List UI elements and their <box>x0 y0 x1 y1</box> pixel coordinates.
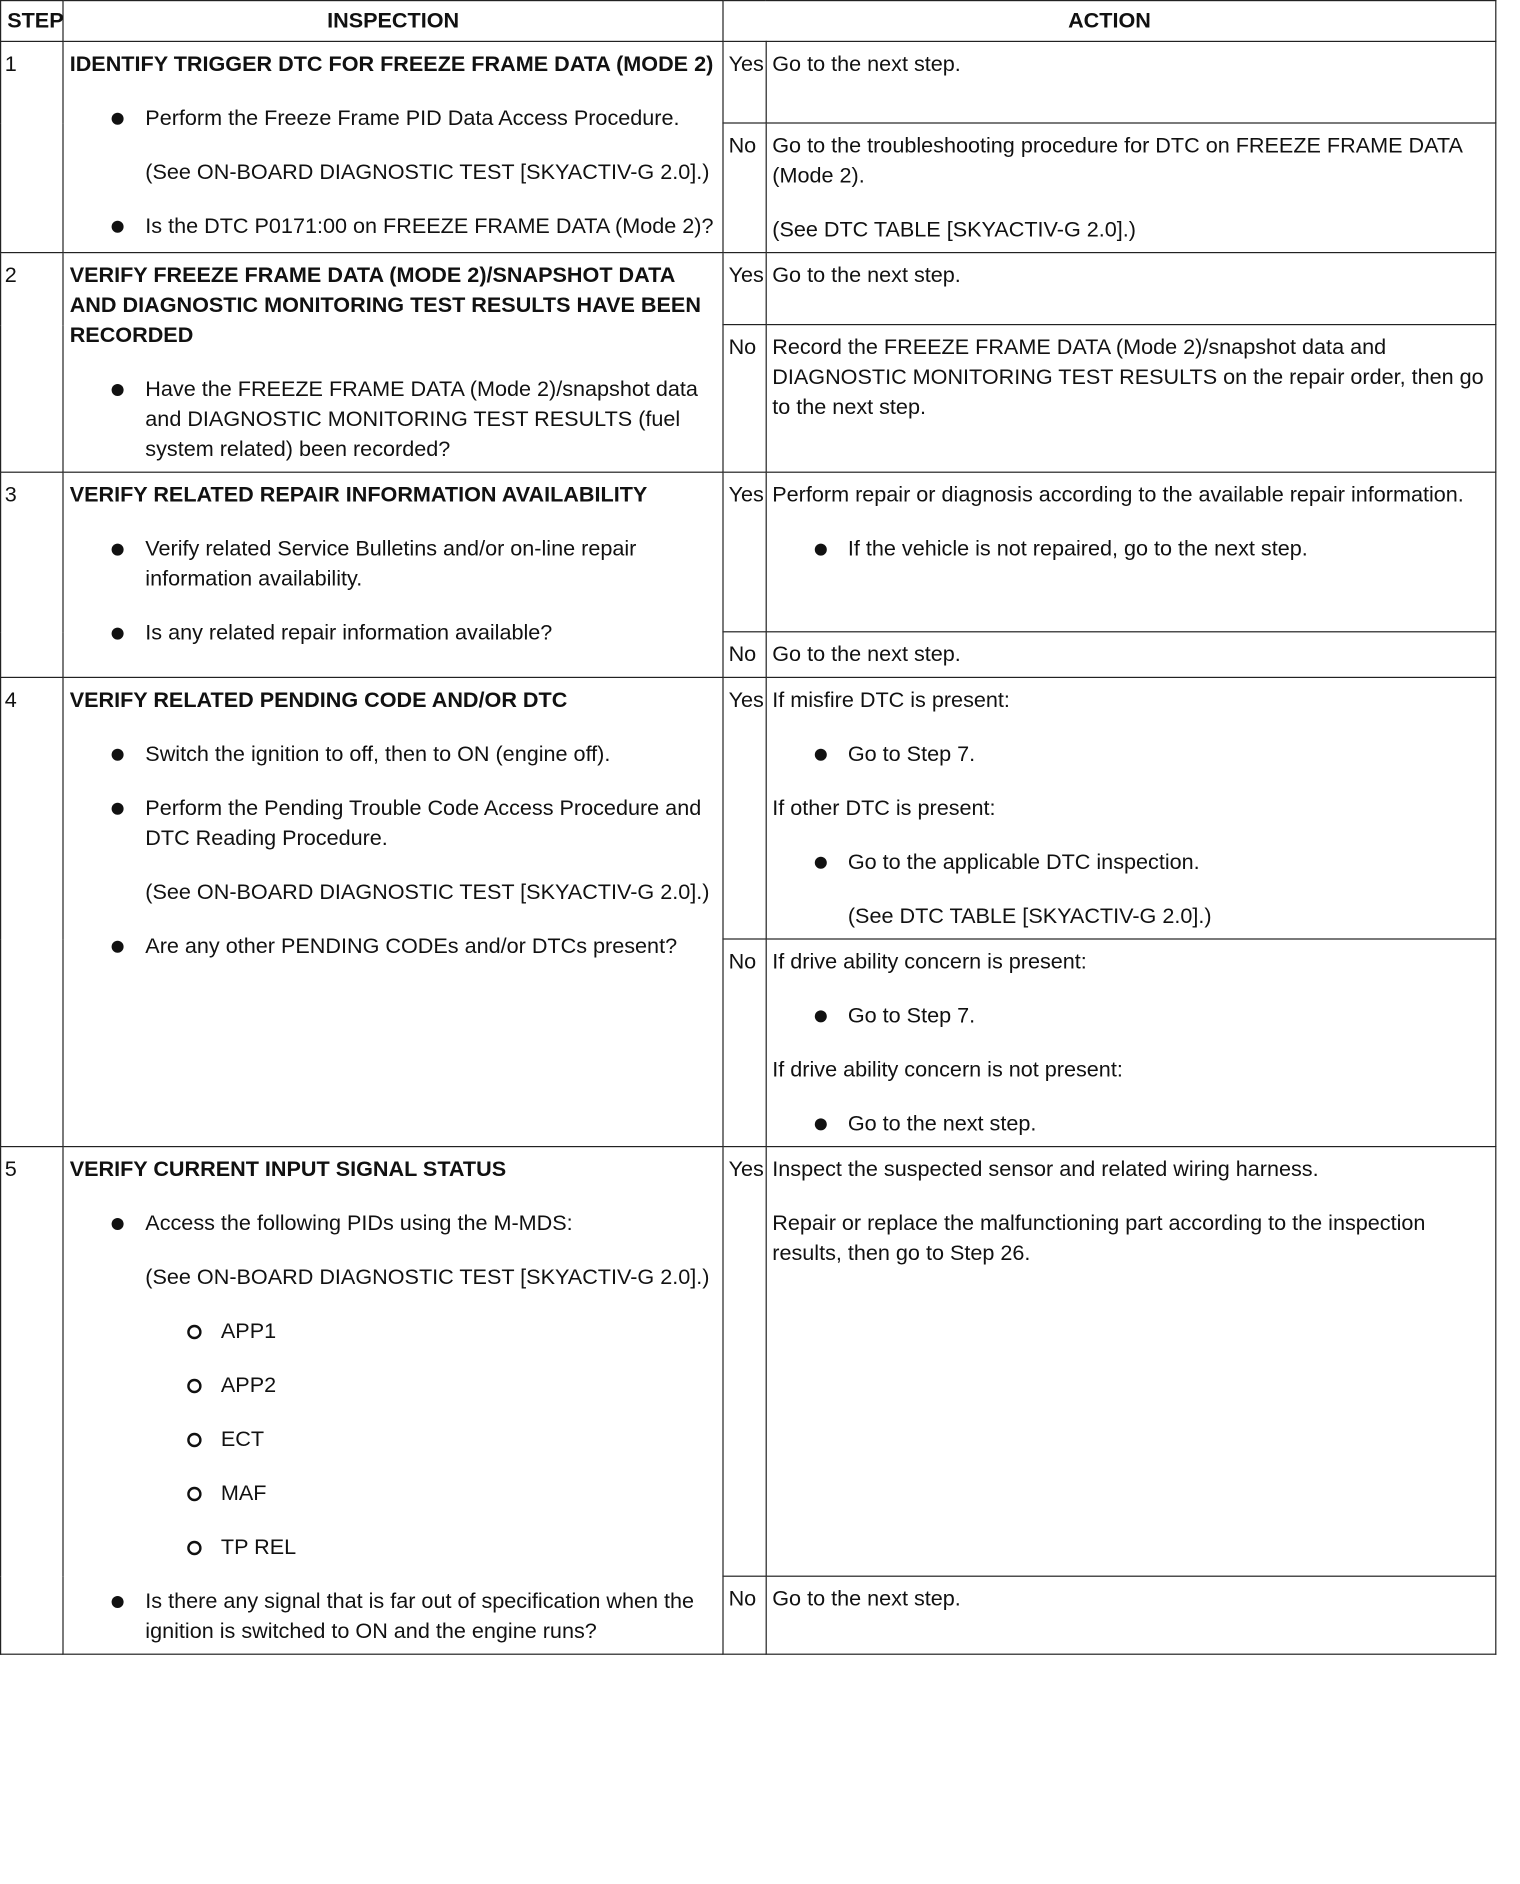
reference-link[interactable]: (See DTC TABLE [SKYACTIV-G 2.0].) <box>772 217 1136 242</box>
list-item: Are any other PENDING CODEs and/or DTCs present? <box>112 931 717 961</box>
step-number: 3 <box>1 472 63 677</box>
list-item: Is the DTC P0171:00 on FREEZE FRAME DATA (Mode 2)? <box>112 211 717 241</box>
reference-link[interactable]: (See ON-BOARD DIAGNOSTIC TEST [SKYACTIV-G 2.0].) <box>145 1264 710 1289</box>
list-item: Verify related Service Bulletins and/or on-line repair information availability. <box>112 534 717 594</box>
pid-item: APP2 <box>187 1370 716 1400</box>
step-title: IDENTIFY TRIGGER DTC FOR FREEZE FRAME DATA (MODE 2) <box>69 51 714 76</box>
table-header-row <box>1 1 1496 42</box>
list-item: Perform the Pending Trouble Code Access Procedure and DTC Reading Procedure. (See ON-BOARD DIAGNOSTIC TEST [SKYACTIV-G 2.0].) <box>112 793 717 907</box>
yes-action: Go to the next step. <box>766 41 1496 123</box>
step-title: VERIFY FREEZE FRAME DATA (MODE 2)/SNAPSHOT DATA AND DIAGNOSTIC MONITORING TEST RESULTS HAVE BEEN RECORDED <box>69 262 701 347</box>
yes-action: Perform repair or diagnosis according to the available repair information. If the vehicle is not repaired, go to the next step. <box>766 472 1496 632</box>
list-item: Have the FREEZE FRAME DATA (Mode 2)/snapshot data and DIAGNOSTIC MONITORING TEST RESULTS (fuel system related) been recorded? <box>112 374 717 464</box>
reference-link[interactable]: (See ON-BOARD DIAGNOSTIC TEST [SKYACTIV-G 2.0].) <box>145 879 710 904</box>
yes-action: Inspect the suspected sensor and related wiring harness. Repair or replace the malfunctioning part according to the inspection results, then go to Step 26. <box>766 1147 1496 1577</box>
inspection-cell <box>63 1147 723 1655</box>
step-number: 4 <box>1 677 63 1146</box>
pid-list <box>145 1316 716 1562</box>
inspection-list <box>70 103 717 241</box>
no-action: Go to the next step. <box>766 632 1496 678</box>
yes-label: Yes <box>723 1147 765 1577</box>
list-item: Go to the next step. <box>814 1109 1489 1139</box>
reference-link[interactable]: (See DTC TABLE [SKYACTIV-G 2.0].) <box>847 903 1212 928</box>
list-item: Go to Step 7. <box>814 1001 1489 1031</box>
no-action: Record the FREEZE FRAME DATA (Mode 2)/snapshot data and DIAGNOSTIC MONITORING TEST RESULTS on the repair order, then go to the next step. <box>766 325 1496 473</box>
inspection-cell <box>63 472 723 677</box>
list-item: If the vehicle is not repaired, go to the next step. <box>814 534 1489 564</box>
yes-action: If misfire DTC is present: Go to Step 7. If other DTC is present: Go to the applicable DTC inspection. (See DTC TABLE [SKYACTIV-G 2.0].) <box>766 677 1496 939</box>
inspection-cell <box>63 253 723 473</box>
yes-label: Yes <box>723 472 765 632</box>
table-row <box>1 253 1496 325</box>
step-number: 2 <box>1 253 63 473</box>
no-label: No <box>723 632 765 678</box>
inspection-list <box>70 1208 717 1646</box>
pid-item: MAF <box>187 1478 716 1508</box>
table-row <box>1 677 1496 939</box>
inspection-list <box>70 534 717 648</box>
step-title: VERIFY CURRENT INPUT SIGNAL STATUS <box>69 1156 507 1181</box>
list-item: Perform the Freeze Frame PID Data Access Procedure. (See ON-BOARD DIAGNOSTIC TEST [SKYACTIV-G 2.0].) <box>112 103 717 187</box>
yes-label: Yes <box>723 253 765 325</box>
inspection-cell <box>63 41 723 252</box>
yes-label: Yes <box>723 41 765 123</box>
no-label: No <box>723 123 765 253</box>
reference-link[interactable]: (See ON-BOARD DIAGNOSTIC TEST [SKYACTIV-G 2.0].) <box>145 159 710 184</box>
no-action: If drive ability concern is present: Go to Step 7. If drive ability concern is not present: Go to the next step. <box>766 939 1496 1147</box>
no-label: No <box>723 325 765 473</box>
step-title: VERIFY RELATED PENDING CODE AND/OR DTC <box>69 687 568 712</box>
inspection-list <box>70 374 717 464</box>
list-item: Switch the ignition to off, then to ON (engine off). <box>112 739 717 769</box>
header-inspection: INSPECTION <box>63 1 723 42</box>
header-step: STEP <box>1 1 63 42</box>
table-row <box>1 1147 1496 1577</box>
list-item: Is any related repair information available? <box>112 618 717 648</box>
pid-item: ECT <box>187 1424 716 1454</box>
header-action: ACTION <box>723 1 1496 42</box>
list-item: Is there any signal that is far out of specification when the ignition is switched to ON and the engine runs? <box>112 1586 717 1646</box>
pid-item: APP1 <box>187 1316 716 1346</box>
no-action: Go to the troubleshooting procedure for DTC on FREEZE FRAME DATA (Mode 2). (See DTC TABLE [SKYACTIV-G 2.0].) <box>766 123 1496 253</box>
step-number: 1 <box>1 41 63 252</box>
table-row <box>1 472 1496 632</box>
yes-label: Yes <box>723 677 765 939</box>
step-title: VERIFY RELATED REPAIR INFORMATION AVAILABILITY <box>69 482 648 507</box>
no-label: No <box>723 1576 765 1654</box>
pid-item: TP REL <box>187 1532 716 1562</box>
no-label: No <box>723 939 765 1147</box>
yes-action: Go to the next step. <box>766 253 1496 325</box>
inspection-list <box>70 739 717 961</box>
list-item: Go to the applicable DTC inspection. (See DTC TABLE [SKYACTIV-G 2.0].) <box>814 847 1489 931</box>
step-number: 5 <box>1 1147 63 1655</box>
no-action: Go to the next step. <box>766 1576 1496 1654</box>
list-item: Go to Step 7. <box>814 739 1489 769</box>
inspection-cell <box>63 677 723 1146</box>
table-row <box>1 41 1496 123</box>
list-item: Access the following PIDs using the M-MDS: (See ON-BOARD DIAGNOSTIC TEST [SKYACTIV-G 2.0].) APP1 APP2 ECT MAF TP REL <box>112 1208 717 1562</box>
